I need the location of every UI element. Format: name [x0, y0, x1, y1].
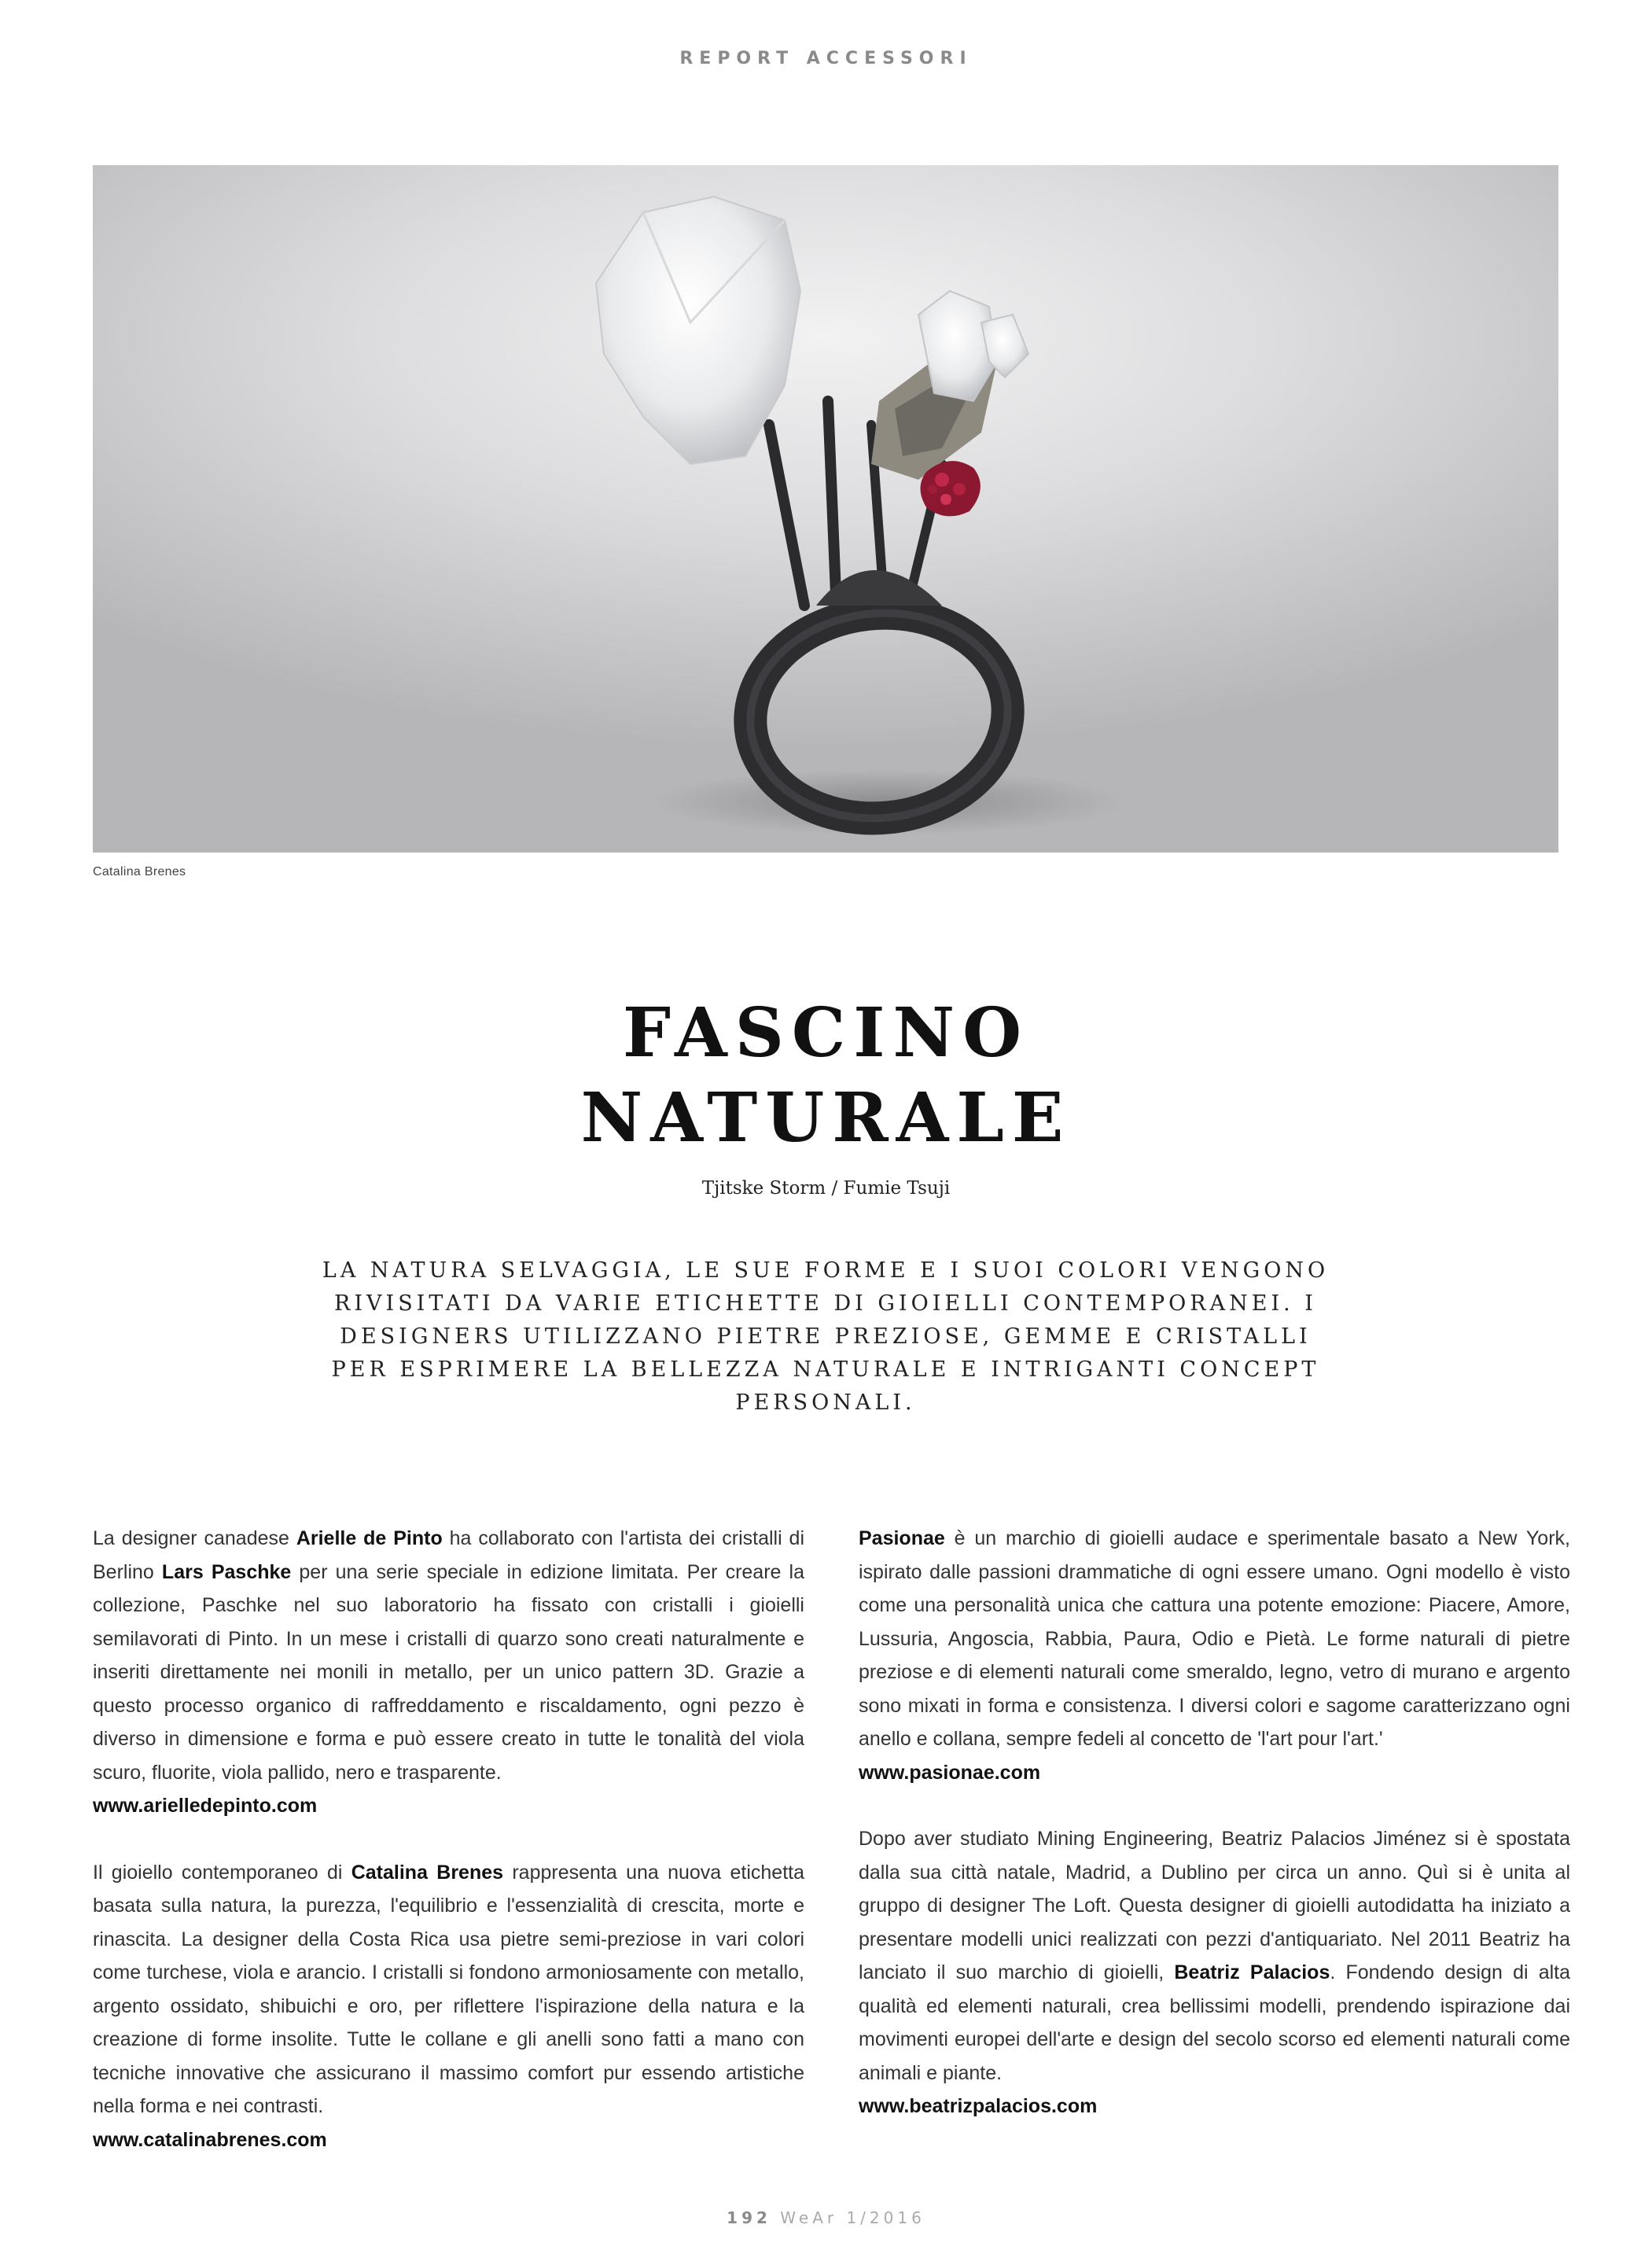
- artist-name: Lars Paschke: [161, 1560, 292, 1583]
- paragraph-arielle-de-pinto: [93, 1522, 804, 1823]
- body-text: rappresenta una nuova etichetta basata sulla natura, la purezza, l'equilibrio e l'essenzialità di crescita, morte e rinascita. La designer della Costa Rica usa pietre semi-preziose in vari colori come turchese, viola e arancio. I cristalli si fondono armoniosamente con metallo, argento ossidato, shibuichi e oro, per riflettere l'ispirazione della natura e la creazione di forme insolite. Tutte le collane e gli anelli sono fatti a mano con tecniche innovative che assicurano il massimo comfort pur essendo artistiche nella forma e nei contrasti.: [93, 1861, 804, 2117]
- body-text: per una serie speciale in edizione limitata. Per creare la collezione, Paschke nel suo laboratorio ha fissato con cristalli i gioielli semilavorati di Pinto. In un mese i cristalli di quarzo sono creati naturalmente e inseriti direttamente nei monili in metallo, per un unico pattern 3D. Grazie a questo processo organico di raffreddamento e riscaldamento, ogni pezzo è diverso in dimensione e forma e può essere creato in tutte le tonalità del viola scuro, fluorite, viola pallido, nero e trasparente.: [93, 1560, 805, 1784]
- photo-credits: Tjitske Storm / Fumie Tsuji: [701, 1178, 951, 1199]
- right-column: [859, 1522, 1570, 2156]
- brand-name: Arielle de Pinto: [296, 1527, 443, 1549]
- title-line-2: NATURALE: [580, 1078, 1072, 1158]
- body-text: . Fondendo design di alta qualità ed elementi naturali, crea bellissimi modelli, prendendo ispirazione dai movimenti europei dell'arte e design del secolo scorso ed elementi naturali come animali e piante.: [859, 1961, 1570, 2084]
- issue-label: WeAr 1/2016: [780, 2208, 925, 2227]
- brand-name: Pasionae: [859, 1527, 945, 1549]
- body-text: Dopo aver studiato Mining Engineering, Beatriz Palacios Jiménez si è spostata dalla sua città natale, Madrid, a Dublino per circa un anno. Quì si è unita al gruppo di designer The Loft. Questa designer di gioielli autodidatta ha iniziato a presentare modelli unici realizzati con pezzi d'antiquariato. Nel 2011 Beatriz ha lanciato il suo marchio di gioielli,: [859, 1828, 1570, 1983]
- body-text: ha collaborato con l'artista dei cristalli di Berlino: [93, 1527, 805, 1583]
- paragraph-catalina-brenes: [93, 1856, 804, 2157]
- website-link[interactable]: www.pasionae.com: [859, 1761, 1041, 1784]
- body-text: è un marchio di gioielli audace e sperimentale basato a New York, ispirato dalle passioni drammatiche di ogni essere umano. Ogni modello è visto come una personalità unica che cattura una potente emozione: Piacere, Amore, Lussuria, Angoscia, Rabbia, Paura, Odio e Pietà. Le forme naturali di pietre preziose e di elementi naturali come smeraldo, legno, vetro di murano e argento sono mixati in forma e consistenza. I diversi colori e sagome caratterizzano ogni anello e collana, sempre fedeli al concetto de 'l'art pour l'art.': [859, 1527, 1570, 1750]
- website-link[interactable]: www.arielledepinto.com: [93, 1795, 318, 1817]
- brand-name: Catalina Brenes: [351, 1861, 504, 1884]
- body-text: La designer canadese: [93, 1527, 296, 1549]
- paragraph-pasionae: [859, 1522, 1570, 1789]
- section-label: REPORT ACCESSORI: [679, 49, 973, 68]
- article-title: [0, 991, 1652, 1161]
- body-text: Il gioiello contemporaneo di: [93, 1861, 351, 1884]
- page-number: 192: [727, 2208, 771, 2227]
- left-column: [93, 1522, 804, 2190]
- page-footer: [0, 2208, 1652, 2227]
- article-intro: LA NATURA SELVAGGIA, LE SUE FORME E I SUOI COLORI VENGONO RIVISITATI DA VARIE ETICHETTE DI GIOIELLI CONTEMPORANEI. I DESIGNERS UTILIZZANO PIETRE PREZIOSE, GEMME E CRISTALLI PER ESPRIMERE LA BELLEZZA NATURALE E INTRIGANTI CONCEPT PERSONALI.: [322, 1258, 1330, 1415]
- website-link[interactable]: www.catalinabrenes.com: [93, 2128, 327, 2151]
- title-line-1: FASCINO: [622, 993, 1030, 1073]
- website-link[interactable]: www.beatrizpalacios.com: [859, 2095, 1098, 2117]
- brand-name: Beatriz Palacios: [1174, 1961, 1330, 1983]
- paragraph-beatriz-palacios: [859, 1822, 1570, 2123]
- ring-illustration: [93, 165, 1558, 853]
- ring-photo: [93, 165, 1558, 853]
- photo-caption: Catalina Brenes: [93, 865, 186, 878]
